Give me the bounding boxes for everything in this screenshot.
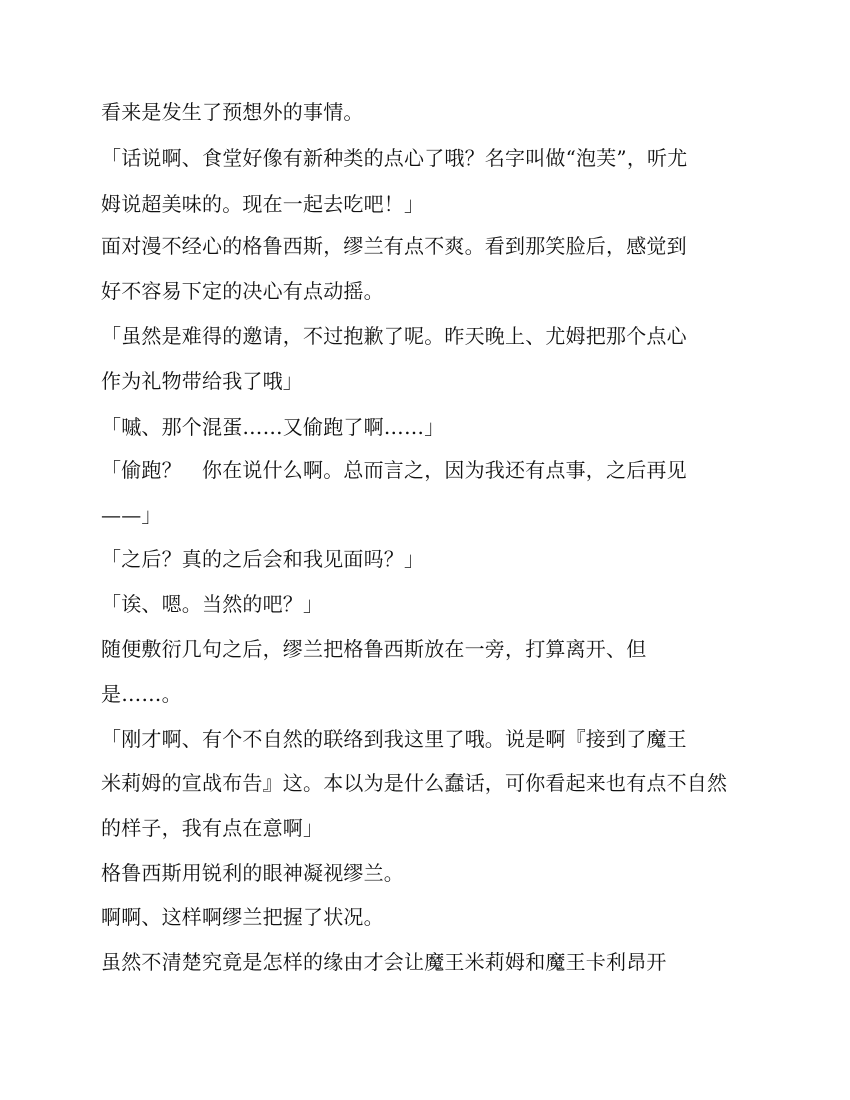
text-line: 作为礼物带给我了哦」 bbox=[101, 369, 303, 393]
text-line: 「偷跑？ 你在说什么啊。总而言之，因为我还有点事，之后再见 bbox=[101, 458, 687, 482]
text-line: 米莉姆的宣战布告』这。本以为是什么蠢话，可你看起来也有点不自然 bbox=[101, 771, 728, 795]
text-line: 「话说啊、食堂好像有新种类的点心了哦？名字叫做“泡芙”，听尤 bbox=[101, 146, 688, 170]
text-line: 好不容易下定的决心有点动摇。 bbox=[101, 279, 384, 303]
text-line: 「虽然是难得的邀请，不过抱歉了呢。昨天晚上、尤姆把那个点心 bbox=[101, 324, 687, 348]
text-line: 姆说超美味的。现在一起去吃吧！」 bbox=[101, 192, 425, 216]
text-line: 啊啊、这样啊缪兰把握了状况。 bbox=[101, 905, 384, 929]
text-line: 看来是发生了预想外的事情。 bbox=[101, 100, 364, 124]
text-line: 「嘁、那个混蛋……又偷跑了啊……」 bbox=[101, 415, 445, 439]
text-line: 「刚才啊、有个不自然的联络到我这里了哦。说是啊『接到了魔王 bbox=[101, 727, 687, 751]
text-line: 格鲁西斯用锐利的眼神凝视缪兰。 bbox=[101, 861, 404, 885]
text-line: 虽然不清楚究竟是怎样的缘由才会让魔王米莉姆和魔王卡利昂开 bbox=[101, 950, 667, 974]
text-line: ——」 bbox=[101, 503, 162, 527]
text-line: 是……。 bbox=[101, 682, 182, 706]
text-line: 面对漫不经心的格鲁西斯，缪兰有点不爽。看到那笑脸后，感觉到 bbox=[101, 234, 687, 258]
text-line: 「诶、嗯。当然的吧？」 bbox=[101, 592, 324, 616]
text-line: 的样子，我有点在意啊」 bbox=[101, 816, 324, 840]
text-line: 「之后？真的之后会和我见面吗？」 bbox=[101, 547, 425, 571]
text-line: 随便敷衍几句之后，缪兰把格鲁西斯放在一旁，打算离开、但 bbox=[101, 637, 647, 661]
